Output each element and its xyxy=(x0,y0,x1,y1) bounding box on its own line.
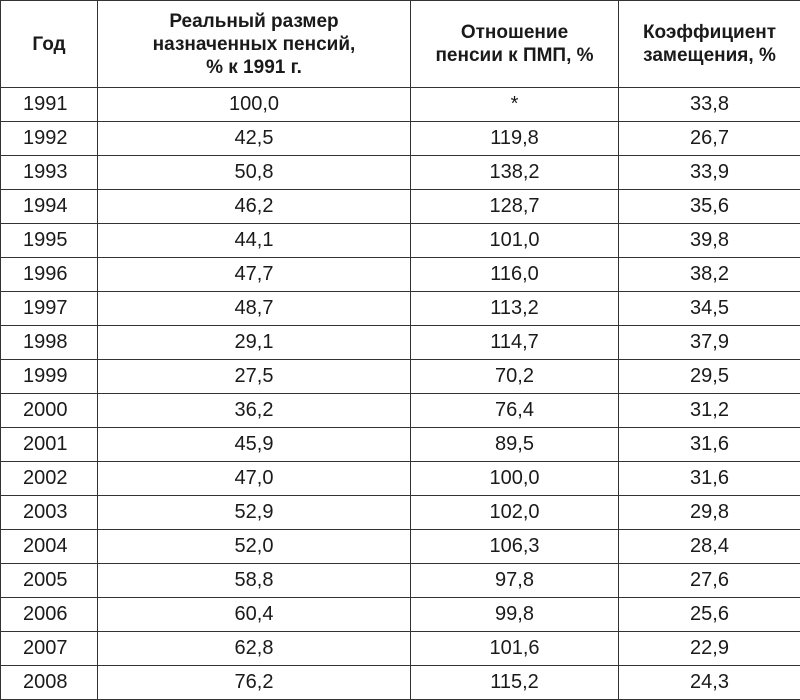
replacement-ratio-cell: 39,8 xyxy=(619,224,800,258)
year-cell: 1992 xyxy=(1,122,98,156)
real-pension-cell: 52,9 xyxy=(98,496,411,530)
header-real-pension-line: % к 1991 г. xyxy=(98,56,410,79)
table-row xyxy=(1,394,800,428)
header-replacement-ratio xyxy=(619,1,800,88)
replacement-ratio-cell: 28,4 xyxy=(619,530,800,564)
replacement-ratio-cell: 35,6 xyxy=(619,190,800,224)
table-header xyxy=(1,1,800,88)
year-cell: 2002 xyxy=(1,462,98,496)
year-cell: 2008 xyxy=(1,666,98,700)
header-real-pension xyxy=(98,1,411,88)
pension-to-pmp-cell: 97,8 xyxy=(411,564,619,598)
pension-to-pmp-cell: 115,2 xyxy=(411,666,619,700)
header-pension-to-pmp-line: Отношение xyxy=(411,21,618,44)
real-pension-cell: 27,5 xyxy=(98,360,411,394)
real-pension-cell: 29,1 xyxy=(98,326,411,360)
table-row xyxy=(1,360,800,394)
table-row xyxy=(1,190,800,224)
table-row xyxy=(1,122,800,156)
table-row xyxy=(1,258,800,292)
replacement-ratio-cell: 26,7 xyxy=(619,122,800,156)
table-row xyxy=(1,428,800,462)
table-row xyxy=(1,224,800,258)
year-cell: 2001 xyxy=(1,428,98,462)
year-cell: 1994 xyxy=(1,190,98,224)
year-cell: 1996 xyxy=(1,258,98,292)
header-pension-to-pmp-line: пенсии к ПМП, % xyxy=(411,44,618,67)
pension-to-pmp-cell: 101,6 xyxy=(411,632,619,666)
real-pension-cell: 100,0 xyxy=(98,88,411,122)
real-pension-cell: 45,9 xyxy=(98,428,411,462)
real-pension-cell: 76,2 xyxy=(98,666,411,700)
header-year-line: Год xyxy=(1,33,97,56)
year-cell: 2000 xyxy=(1,394,98,428)
real-pension-cell: 50,8 xyxy=(98,156,411,190)
year-cell: 1995 xyxy=(1,224,98,258)
year-cell: 1998 xyxy=(1,326,98,360)
pension-to-pmp-cell: * xyxy=(411,88,619,122)
header-year xyxy=(1,1,98,88)
table-row xyxy=(1,598,800,632)
header-replacement-ratio-line: Коэффициент xyxy=(619,21,800,44)
replacement-ratio-cell: 34,5 xyxy=(619,292,800,326)
year-cell: 1993 xyxy=(1,156,98,190)
replacement-ratio-cell: 22,9 xyxy=(619,632,800,666)
replacement-ratio-cell: 25,6 xyxy=(619,598,800,632)
pension-to-pmp-cell: 116,0 xyxy=(411,258,619,292)
real-pension-cell: 46,2 xyxy=(98,190,411,224)
replacement-ratio-cell: 31,2 xyxy=(619,394,800,428)
real-pension-cell: 48,7 xyxy=(98,292,411,326)
real-pension-cell: 36,2 xyxy=(98,394,411,428)
pension-to-pmp-cell: 99,8 xyxy=(411,598,619,632)
year-cell: 1997 xyxy=(1,292,98,326)
replacement-ratio-cell: 27,6 xyxy=(619,564,800,598)
real-pension-cell: 47,7 xyxy=(98,258,411,292)
pension-to-pmp-cell: 113,2 xyxy=(411,292,619,326)
real-pension-cell: 60,4 xyxy=(98,598,411,632)
header-row xyxy=(1,1,800,88)
pension-to-pmp-cell: 119,8 xyxy=(411,122,619,156)
table-row xyxy=(1,632,800,666)
replacement-ratio-cell: 31,6 xyxy=(619,462,800,496)
replacement-ratio-cell: 31,6 xyxy=(619,428,800,462)
replacement-ratio-cell: 33,9 xyxy=(619,156,800,190)
table-row xyxy=(1,326,800,360)
real-pension-cell: 47,0 xyxy=(98,462,411,496)
pension-to-pmp-cell: 128,7 xyxy=(411,190,619,224)
replacement-ratio-cell: 29,8 xyxy=(619,496,800,530)
pension-to-pmp-cell: 114,7 xyxy=(411,326,619,360)
pension-to-pmp-cell: 101,0 xyxy=(411,224,619,258)
pension-to-pmp-cell: 102,0 xyxy=(411,496,619,530)
table-row xyxy=(1,666,800,700)
real-pension-cell: 62,8 xyxy=(98,632,411,666)
real-pension-cell: 44,1 xyxy=(98,224,411,258)
year-cell: 1999 xyxy=(1,360,98,394)
replacement-ratio-cell: 38,2 xyxy=(619,258,800,292)
real-pension-cell: 58,8 xyxy=(98,564,411,598)
header-real-pension-line: назначенных пенсий, xyxy=(98,33,410,56)
year-cell: 2007 xyxy=(1,632,98,666)
table-row xyxy=(1,88,800,122)
pension-to-pmp-cell: 70,2 xyxy=(411,360,619,394)
pension-to-pmp-cell: 100,0 xyxy=(411,462,619,496)
replacement-ratio-cell: 24,3 xyxy=(619,666,800,700)
table-row xyxy=(1,496,800,530)
pension-to-pmp-cell: 76,4 xyxy=(411,394,619,428)
table-row xyxy=(1,530,800,564)
replacement-ratio-cell: 29,5 xyxy=(619,360,800,394)
table-row xyxy=(1,156,800,190)
real-pension-cell: 42,5 xyxy=(98,122,411,156)
pension-to-pmp-cell: 138,2 xyxy=(411,156,619,190)
header-pension-to-pmp xyxy=(411,1,619,88)
replacement-ratio-cell: 37,9 xyxy=(619,326,800,360)
header-replacement-ratio-line: замещения, % xyxy=(619,44,800,67)
real-pension-cell: 52,0 xyxy=(98,530,411,564)
table-row xyxy=(1,564,800,598)
year-cell: 2005 xyxy=(1,564,98,598)
replacement-ratio-cell: 33,8 xyxy=(619,88,800,122)
header-real-pension-line: Реальный размер xyxy=(98,10,410,33)
table-body xyxy=(1,88,800,700)
table-row xyxy=(1,292,800,326)
table-row xyxy=(1,462,800,496)
pension-to-pmp-cell: 106,3 xyxy=(411,530,619,564)
pension-to-pmp-cell: 89,5 xyxy=(411,428,619,462)
year-cell: 2006 xyxy=(1,598,98,632)
year-cell: 2003 xyxy=(1,496,98,530)
year-cell: 1991 xyxy=(1,88,98,122)
year-cell: 2004 xyxy=(1,530,98,564)
